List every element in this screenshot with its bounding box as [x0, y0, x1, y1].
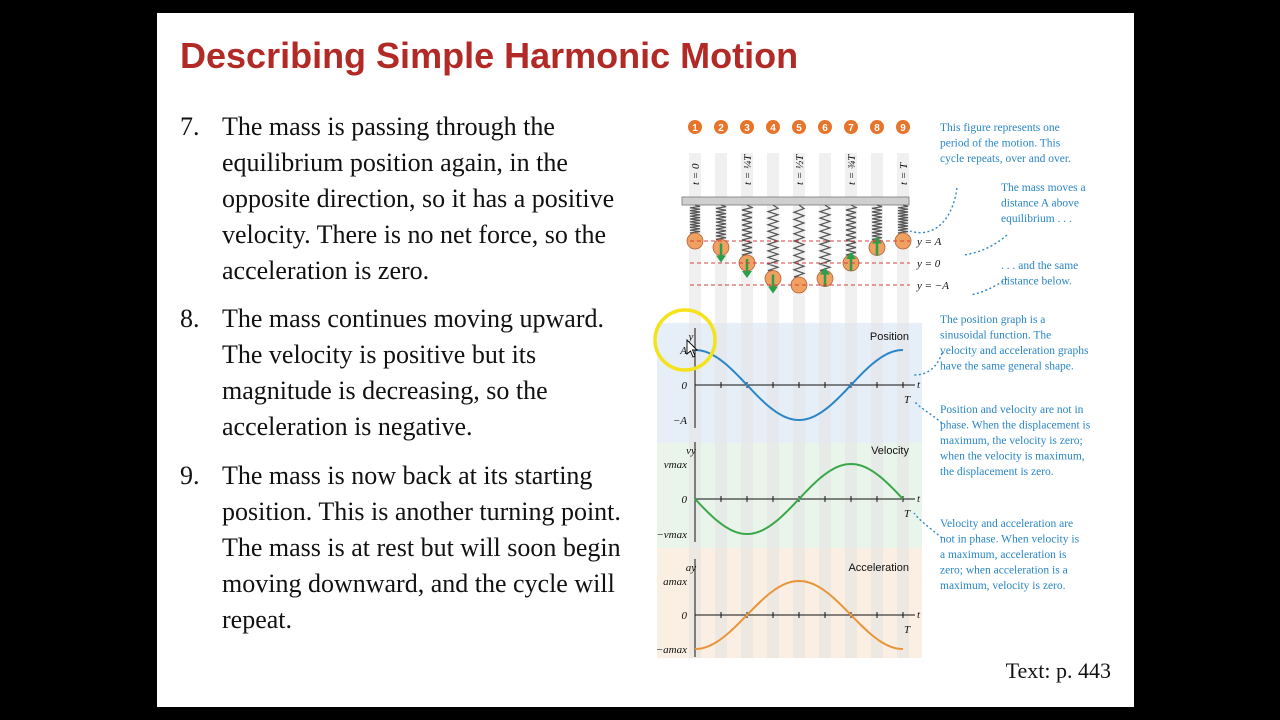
time-label: t = ½T	[794, 154, 806, 185]
step-number: 1	[692, 123, 698, 134]
velocity-period-label: T	[903, 508, 911, 520]
page-reference: Text: p. 443	[1005, 658, 1111, 683]
item-number: 9.	[180, 461, 200, 490]
annotation-text: zero; when acceleration is a	[940, 564, 1068, 577]
annotation-text: Velocity and acceleration are	[940, 518, 1074, 530]
annotation-text: Position and velocity are not in	[940, 404, 1084, 416]
y-level-label: y = 0	[917, 258, 941, 270]
acceleration-tick-label: 0	[681, 610, 687, 622]
velocity-title: Velocity	[871, 445, 909, 457]
position-t-label: t	[917, 379, 921, 391]
annotation-text: the displacement is zero.	[940, 466, 1054, 478]
acceleration-axis-label: ay	[685, 562, 697, 574]
item-number: 8.	[180, 304, 200, 333]
annotation-text: velocity and acceleration graphs	[940, 345, 1089, 357]
step-badges	[688, 120, 910, 134]
time-label: t = ¼T	[742, 154, 754, 185]
annotation-text: when the velocity is maximum,	[940, 450, 1085, 463]
y-level-label: y = −A	[917, 280, 949, 292]
step-number: 2	[718, 123, 724, 134]
item-text: The mass is passing through the equilibrium position again, in the opposite direction, so it has a positive velocity. There is no net force, so the acceleration is zero.	[222, 112, 615, 285]
annotations	[910, 122, 1091, 592]
annotation-text: The mass moves a	[1001, 182, 1086, 194]
velocity-tick-label: vmax	[663, 459, 687, 471]
step-number: 6	[822, 123, 828, 134]
acceleration-tick-label: −amax	[655, 644, 687, 656]
step-number: 3	[744, 123, 750, 134]
annotation-text: equilibrium . . .	[1001, 213, 1072, 225]
annotation-text: cycle repeats, over and over.	[940, 153, 1071, 165]
annotation-text: have the same general shape.	[940, 360, 1074, 373]
position-period-label: T	[903, 394, 911, 406]
position-title: Position	[869, 331, 909, 343]
time-label: t = 0	[690, 163, 702, 185]
annotation-text: sinusoidal function. The	[940, 329, 1052, 342]
annotation-text: phase. When the displacement is	[940, 419, 1091, 432]
annotation-text: The position graph is a	[940, 314, 1046, 326]
annotation-text: period of the motion. This	[940, 137, 1061, 150]
slide	[157, 13, 1134, 707]
acceleration-t-label: t	[917, 609, 921, 621]
y-level-label: y = A	[917, 236, 942, 248]
position-tick-label: A	[680, 345, 687, 357]
item-text: The mass continues moving upward. The velocity is positive but its magnitude is decreasing, so the acceleration is negative.	[222, 304, 604, 441]
time-label: t = T	[898, 162, 910, 185]
velocity-tick-label: 0	[681, 494, 687, 506]
annotation-text: maximum, velocity is zero.	[940, 580, 1066, 592]
time-label: t = ¾T	[846, 154, 858, 185]
position-tick-label: 0	[681, 380, 687, 392]
position-axis-label: y	[688, 331, 694, 343]
annotation-text: a maximum, acceleration is	[940, 549, 1067, 561]
annotation-text: distance below.	[1001, 275, 1072, 288]
position-tick-label: −A	[672, 415, 687, 427]
acceleration-tick-label: amax	[663, 576, 687, 588]
shm-figure	[652, 113, 1122, 658]
acceleration-period-label: T	[903, 624, 911, 636]
annotation-text: not in phase. When velocity is	[940, 533, 1080, 546]
annotation-text: maximum, the velocity is zero;	[940, 435, 1083, 447]
annotation-connector	[910, 188, 957, 233]
item-text: The mass is now back at its starting position. This is another turning point. The mass is at rest but will soon begin moving downward, and the cycle will repeat.	[222, 461, 621, 634]
step-number: 8	[874, 123, 880, 134]
step-number: 7	[848, 123, 854, 134]
acceleration-title: Acceleration	[848, 562, 909, 574]
annotation-text: This figure represents one	[940, 122, 1060, 134]
ceiling-bar	[682, 197, 909, 205]
annotation-connector	[964, 235, 1007, 255]
velocity-tick-label: −vmax	[656, 529, 687, 541]
velocity-t-label: t	[917, 493, 921, 505]
velocity-axis-label: vy	[686, 445, 696, 457]
annotation-text: . . . and the same	[1001, 260, 1079, 272]
annotation-text: distance A above	[1001, 197, 1079, 210]
step-number: 5	[796, 123, 802, 134]
step-number: 4	[770, 123, 776, 134]
item-number: 7.	[180, 112, 200, 141]
slide-title: Describing Simple Harmonic Motion	[180, 35, 799, 76]
step-number: 9	[900, 123, 906, 134]
